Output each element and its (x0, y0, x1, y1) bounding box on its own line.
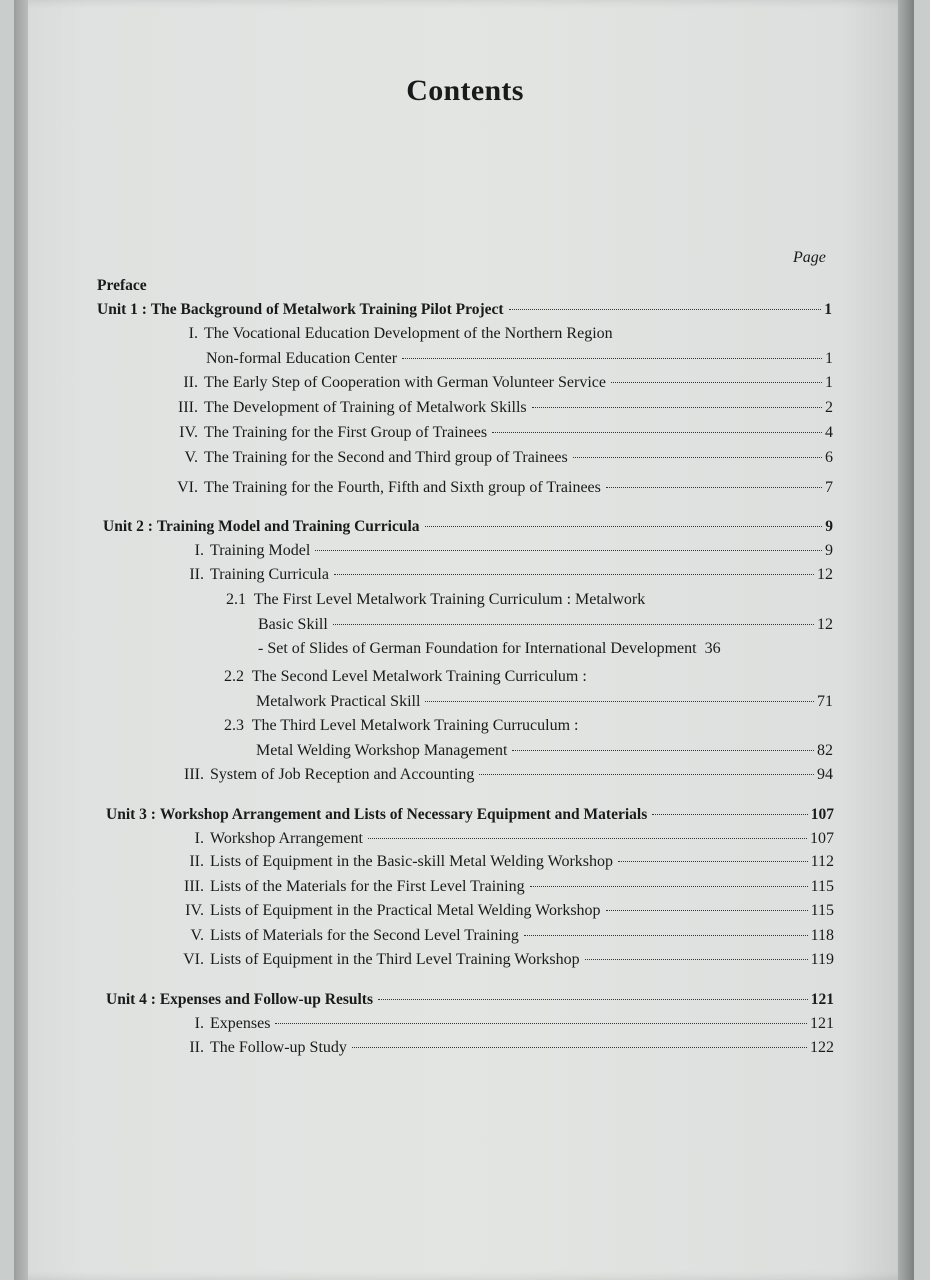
roman-numeral: IV. (185, 902, 204, 919)
page-right-edge (898, 0, 914, 1280)
entry-title: Metal Welding Workshop Management (256, 742, 508, 759)
dot-leader (334, 574, 814, 575)
dot-leader (532, 407, 822, 408)
entry-title: The Third Level Metalwork Training Curruculum : (251, 717, 579, 734)
entry-title: Lists of Equipment in the Practical Metal Welding Workshop (210, 902, 601, 919)
roman-numeral: VI. (183, 951, 204, 968)
toc-entry-3-1 (176, 830, 834, 848)
toc-entry-2-2-2 (224, 668, 587, 686)
toc-entry-unit-4 (106, 991, 834, 1009)
dot-leader (378, 999, 808, 1000)
roman-numeral: II. (189, 853, 204, 870)
page-number: 71 (817, 693, 833, 710)
entry-title: Workshop Arrangement and Lists of Necessary Equipment and Materials (159, 806, 648, 823)
page-number: 9 (825, 518, 833, 535)
entry-title: The Follow-up Study (210, 1039, 347, 1056)
toc-entry-2-2-3-cont (256, 742, 833, 760)
roman-numeral: II. (183, 374, 198, 391)
page-number: 119 (810, 951, 834, 968)
page-number: 1 (825, 374, 833, 391)
toc-entry-2-2-1-cont (258, 616, 833, 634)
roman-numeral: I. (188, 325, 198, 342)
section-number: 2.3 (224, 717, 244, 734)
entry-title: Training Model (210, 542, 311, 559)
entry-title: Lists of the Materials for the First Level Training (210, 878, 525, 895)
dot-leader (618, 861, 808, 862)
dot-leader (585, 959, 808, 960)
toc-entry-2-1 (176, 542, 833, 560)
dot-leader (606, 910, 808, 911)
toc-entry-2-2-1-slides (258, 640, 721, 658)
page-number: 122 (810, 1039, 834, 1056)
dot-leader (492, 432, 822, 433)
page-number: 4 (825, 424, 833, 441)
entry-title: Lists of Equipment in the Basic-skill Metal Welding Workshop (210, 853, 614, 870)
dot-leader (315, 550, 822, 551)
toc-entry-4-2 (176, 1039, 834, 1057)
dot-leader (275, 1023, 807, 1024)
toc-entry-2-2-1 (226, 591, 645, 609)
toc-entry-1-3 (168, 399, 833, 417)
toc-entry-1-5 (168, 449, 833, 467)
unit-label: Unit 3 : (106, 806, 156, 823)
page-number: 1 (824, 301, 832, 318)
dot-leader (425, 701, 814, 702)
toc-entry-3-2 (176, 853, 834, 871)
toc-entry-3-4 (176, 902, 834, 920)
page-number: 107 (810, 806, 834, 823)
toc-entry-1-1 (168, 325, 613, 343)
page-number: 2 (825, 399, 833, 416)
page-number: 118 (810, 927, 834, 944)
entry-title: Lists of Materials for the Second Level Training (210, 927, 519, 944)
page-number: 9 (825, 542, 833, 559)
toc-entry-unit-2 (103, 518, 833, 536)
dot-leader (479, 774, 814, 775)
toc-entry-1-6 (168, 479, 833, 497)
unit-label: Unit 1 : (97, 301, 147, 318)
toc-entry-1-2 (168, 374, 833, 392)
entry-title: The Training for the First Group of Trainees (204, 424, 488, 441)
page-number: 107 (810, 830, 834, 847)
roman-numeral: IV. (179, 424, 198, 441)
page-left-edge (14, 0, 28, 1280)
toc-entry-2-2-3 (224, 717, 578, 735)
entry-title: The Training for the Second and Third group of Trainees (204, 449, 568, 466)
page-number: 112 (810, 853, 834, 870)
page-number: 1 (825, 350, 833, 367)
entry-title: The Vocational Education Development of the Northern Region (204, 325, 613, 342)
entry-title: The Training for the Fourth, Fifth and Sixth group of Trainees (204, 479, 601, 496)
preface-heading: Preface (97, 277, 147, 294)
roman-numeral: I. (194, 830, 204, 847)
roman-numeral: III. (178, 399, 198, 416)
entry-title: Basic Skill (258, 616, 328, 633)
entry-title: Expenses (210, 1015, 271, 1032)
dot-leader (425, 526, 823, 527)
page-number: 115 (810, 902, 834, 919)
page-title: Contents (406, 74, 524, 107)
entry-title: The Background of Metalwork Training Pilot Project (150, 301, 504, 318)
toc-entry-2-3 (176, 766, 833, 784)
roman-numeral: III. (184, 766, 204, 783)
toc-entry-unit-1 (97, 301, 832, 319)
dot-leader (368, 838, 807, 839)
toc-entry-2-2-2-cont (256, 693, 833, 711)
entry-title: The Early Step of Cooperation with German Volunteer Service (204, 374, 606, 391)
entry-title: Non-formal Education Center (206, 350, 398, 367)
unit-label: Unit 4 : (106, 991, 156, 1008)
roman-numeral: III. (184, 878, 204, 895)
entry-title: The Development of Training of Metalwork Skills (204, 399, 527, 416)
roman-numeral: VI. (177, 479, 198, 496)
page-number: 7 (825, 479, 833, 496)
toc-entry-2-2 (176, 566, 833, 584)
roman-numeral: V. (184, 449, 198, 466)
dot-leader (530, 886, 808, 887)
entry-title: Expenses and Follow-up Results (159, 991, 373, 1008)
page-number: 121 (810, 1015, 834, 1032)
page-number: 115 (810, 878, 834, 895)
page-number: 6 (825, 449, 833, 466)
roman-numeral: II. (189, 566, 204, 583)
dot-leader (402, 358, 822, 359)
toc-entry-3-5 (176, 927, 834, 945)
toc-entry-3-6 (176, 951, 834, 969)
entry-title: Lists of Equipment in the Third Level Training Workshop (210, 951, 580, 968)
dot-leader (606, 487, 822, 488)
page-number: 82 (817, 742, 833, 759)
roman-numeral: II. (189, 1039, 204, 1056)
unit-label: Unit 2 : (103, 518, 153, 535)
dot-leader (512, 750, 814, 751)
toc-entry-unit-3 (106, 806, 834, 824)
roman-numeral: I. (194, 1015, 204, 1032)
roman-numeral: I. (194, 542, 204, 559)
roman-numeral: V. (190, 927, 204, 944)
page-number: 12 (817, 616, 833, 633)
entry-title: System of Job Reception and Accounting (210, 766, 475, 783)
dot-leader (573, 457, 822, 458)
page-column-label: Page (793, 249, 826, 266)
toc-entry-3-3 (176, 878, 834, 896)
section-number: 2.1 (226, 591, 246, 608)
section-number: 2.2 (224, 668, 244, 685)
page-number: 121 (810, 991, 834, 1008)
dot-leader (524, 935, 808, 936)
entry-title: Training Model and Training Curricula (156, 518, 420, 535)
dot-leader (352, 1047, 807, 1048)
entry-title: Training Curricula (210, 566, 329, 583)
entry-title: The First Level Metalwork Training Curriculum : Metalwork (253, 591, 646, 608)
dot-leader (611, 382, 822, 383)
dot-leader (509, 309, 822, 310)
page-number: 12 (817, 566, 833, 583)
entry-title: Workshop Arrangement (210, 830, 363, 847)
page-number: 36 (704, 640, 721, 657)
dot-leader (333, 624, 814, 625)
dot-leader (652, 814, 808, 815)
toc-entry-1-4 (168, 424, 833, 442)
page-number: 94 (817, 766, 833, 783)
entry-title: - Set of Slides of German Foundation for International Development (258, 640, 697, 657)
toc-entry-1-1-cont (206, 350, 833, 368)
toc-entry-4-1 (176, 1015, 834, 1033)
entry-title: The Second Level Metalwork Training Curriculum : (251, 668, 587, 685)
entry-title: Metalwork Practical Skill (256, 693, 421, 710)
